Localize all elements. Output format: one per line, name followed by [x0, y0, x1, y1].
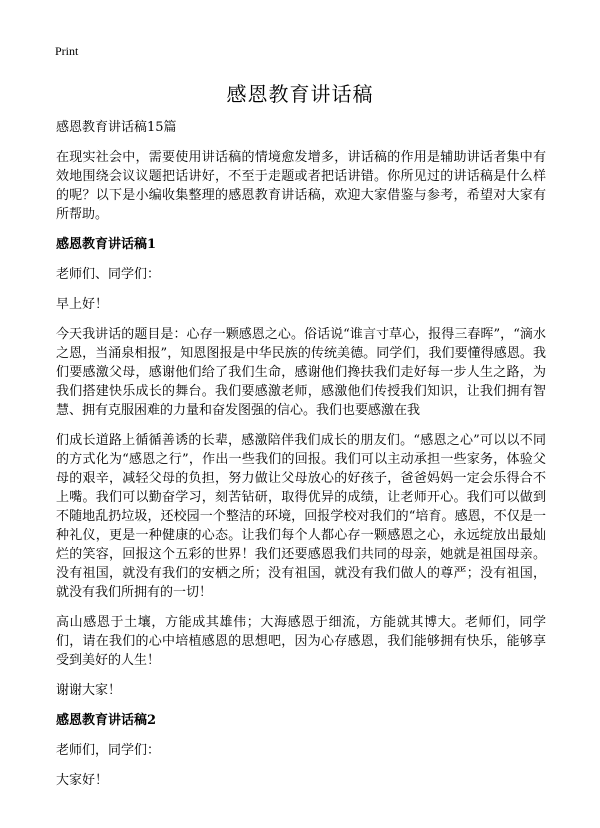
greeting-2: 大家好！ [56, 773, 109, 788]
print-label: Print [55, 44, 79, 58]
page-title: 感恩教育讲话稿 [226, 82, 374, 106]
section1-paragraph-3: 高山感恩于土壤，方能成其雄伟；大海感恩于细流，方能就其博大。老师们，同学们，请在我们的心中培植感恩的思想吧，因为心存感恩，我们能够拥有快乐，能够享受到美好的人生！ [56, 615, 546, 668]
salutation-2: 老师们，同学们： [56, 743, 161, 758]
section1-paragraph-1: 今天我讲话的题目是：心存一颗感恩之心。俗话说“谁言寸草心，报得三春晖”，“滴水之恩，当涌泉相报”，知恩图报是中华民族的传统美德。同学们，我们要懂得感恩。我们要感激父母，感谢他们给了我们生命，感谢他们搀扶我们走好每一步人生之路，为我们搭建快乐成长的舞台。我们要感激老师，感激他们传授我们知识，让我们拥有智慧、拥有克服困难的力量和奋发图强的信心。我们也要感激在我 [56, 327, 546, 418]
intro-paragraph: 在现实社会中，需要使用讲话稿的情境愈发增多，讲话稿的作用是辅助讲话者集中有效地围绕会议议题把话讲好，不至于走题或者把话讲错。你所见过的讲话稿是什么样的呢？以下是小编收集整理的感恩教育讲话稿，欢迎大家借鉴与参考，希望对大家有所帮助。 [56, 150, 546, 222]
greeting-1: 早上好！ [56, 297, 109, 312]
section-heading-1: 感恩教育讲话稿1 [56, 237, 157, 252]
subtitle: 感恩教育讲话稿15篇 [56, 120, 177, 135]
salutation-1: 老师们、同学们： [56, 267, 161, 282]
section1-paragraph-2: 们成长道路上循循善诱的长辈，感激陪伴我们成长的朋友们。“感恩之心”可以以不同的方式化为“感恩之行”，作出一些我们的回报。我们可以主动承担一些家务，体验父母的艰辛，减轻父母的负担，努力做让父母放心的好孩子，爸爸妈妈一定会乐得合不上嘴。我们可以勤奋学习，刻苦钻研，取得优异的成绩，让老师开心。我们可以做到不随地乱扔垃圾，还校园一个整洁的环境，回报学校对我们的“培育。感恩，不仅是一种礼仪，更是一种健康的心态。让我们每个人都心存一颗感恩之心，永远绽放出最灿烂的笑容，回报这个五彩的世界！我们还要感恩我们共同的母亲，她就是祖国母亲。没有祖国，就没有我们的安栖之所；没有祖国，就没有我们做人的尊严；没有祖国，就没有我们所拥有的一切！ [56, 433, 546, 600]
document-body [56, 118, 546, 801]
closing-1: 谢谢大家！ [56, 683, 122, 698]
section-heading-2: 感恩教育讲话稿2 [56, 713, 157, 728]
